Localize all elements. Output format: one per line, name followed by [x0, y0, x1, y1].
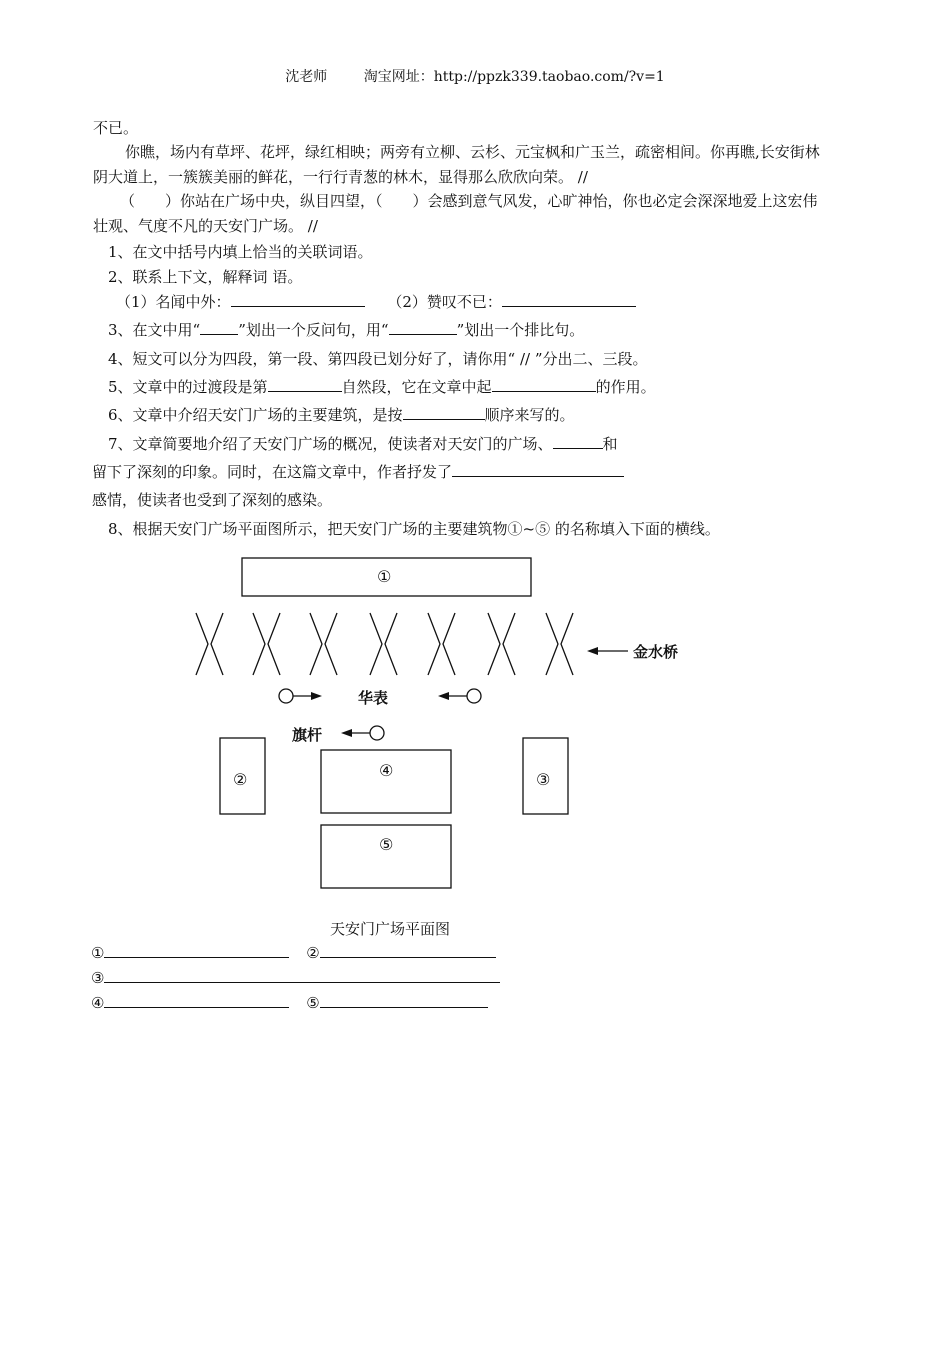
building-4-box	[321, 750, 451, 813]
building-2-label: ②	[233, 770, 248, 789]
bridge-lines	[196, 613, 573, 675]
huabiao-label: 华表	[358, 689, 389, 707]
answer-blank[interactable]	[104, 943, 289, 958]
q3-text: ”划出一个排比句。	[456, 321, 585, 339]
answer-blank[interactable]	[104, 993, 289, 1008]
answer-blank[interactable]	[104, 968, 500, 983]
q5-text: 自然段，它在文章中起	[341, 378, 492, 396]
q6-text: 6、文章中介绍天安门广场的主要建筑，是按	[108, 406, 403, 424]
building-5-label: ⑤	[379, 835, 394, 854]
q2b-label: （2）赞叹不已：	[387, 293, 502, 311]
arrow-head	[341, 729, 352, 737]
header-teacher: 沈老师	[285, 69, 328, 85]
answer-row	[91, 993, 488, 1012]
flagpole-label: 旗杆	[292, 726, 323, 744]
q2a-label: （1）名闻中外：	[116, 293, 231, 311]
arrow-head	[438, 692, 449, 700]
diagram-caption: 天安门广场平面图	[330, 920, 451, 938]
q5-text: 的作用。	[595, 378, 656, 396]
building-3-label: ③	[536, 770, 551, 789]
q7-text: 和	[602, 435, 618, 453]
answer-label: ①	[91, 944, 105, 962]
arrow-head	[587, 647, 598, 655]
answer-blank[interactable]	[320, 943, 496, 958]
answer-label: ③	[91, 969, 105, 987]
arrow-head	[311, 692, 322, 700]
answer-row	[91, 968, 500, 987]
answer-blank[interactable]	[320, 993, 488, 1008]
passage-line: 阴大道上，一簇簇美丽的鲜花，一行行青葱的林木，显得那么欣欣向荣。 //	[93, 168, 588, 186]
q3-text: 3、在文中用“	[108, 321, 201, 339]
q3-text: ”划出一个反问句，用“	[238, 321, 389, 339]
flagpole-circle	[370, 726, 384, 740]
building-1-label: ①	[377, 567, 392, 586]
q6-text: 顺序来写的。	[484, 406, 575, 424]
passage-line: （ ）你站在广场中央，纵目四望，（ ）会感到意气风发，心旷神怡，你也必定会深深地爱上这宏伟	[120, 192, 818, 210]
answer-row	[91, 943, 496, 962]
huabiao-left-circle	[279, 689, 293, 703]
passage-line: 不已。	[93, 119, 139, 137]
answer-label: ④	[91, 994, 105, 1012]
passage-line: 壮观、气度不凡的天安门广场。 //	[93, 217, 318, 235]
question-4: 4、短文可以分为四段，第一段、第四段已划分好了，请你用“ // ”分出二、三段。	[108, 350, 648, 368]
question-2: 2、联系上下文，解释词 语。	[108, 268, 303, 286]
question-7-end: 感情，使读者也受到了深刻的感染。	[92, 491, 333, 509]
bridge-label: 金水桥	[633, 643, 679, 661]
header-shop-url: 淘宝网址：http://ppzk339.taobao.com/?v=1	[363, 69, 665, 85]
question-8: 8、根据天安门广场平面图所示，把天安门广场的主要建筑物①~⑤ 的名称填入下面的横线。	[108, 520, 720, 538]
answer-label: ⑤	[306, 994, 320, 1012]
huabiao-right-circle	[467, 689, 481, 703]
q5-text: 5、文章中的过渡段是第	[108, 378, 268, 396]
answer-label: ②	[306, 944, 320, 962]
passage-line: 你瞧，场内有草坪、花坪，绿红相映；两旁有立柳、云杉、元宝枫和广玉兰，疏密相间。你再瞧,长安街林	[125, 143, 820, 161]
question-1: 1、在文中括号内填上恰当的关联词语。	[108, 243, 373, 261]
q7-text: 7、文章简要地介绍了天安门广场的概况，使读者对天安门的广场、	[108, 435, 553, 453]
q7-text: 留下了深刻的印象。同时，在这篇文章中，作者抒发了	[92, 463, 453, 481]
building-4-label: ④	[379, 761, 394, 780]
